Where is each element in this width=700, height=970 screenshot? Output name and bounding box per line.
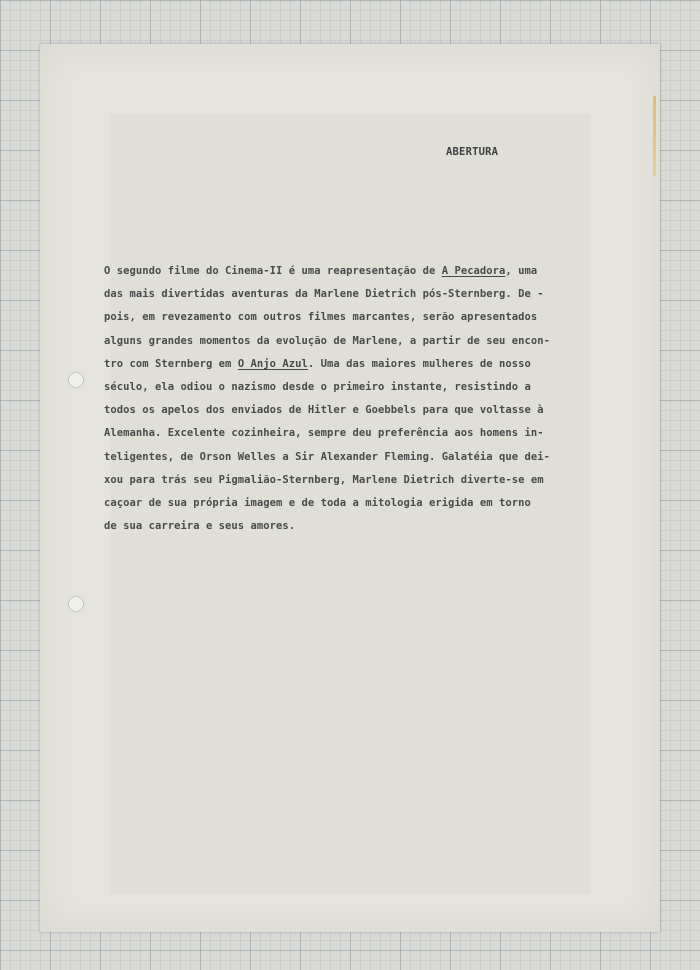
text-line (104, 283, 574, 306)
text-fragment: teligentes, de Orson Welles a Sir Alexander Fleming. Galatéia que dei- (104, 450, 551, 463)
text-fragment: das mais divertidas aventuras da Marlene Dietrich pós-Sternberg. De - (104, 288, 544, 301)
punch-hole-top (68, 372, 84, 388)
text-fragment: caçoar de sua própria imagem e de toda a mitologia erigida em torno (104, 496, 531, 509)
text-line (104, 469, 574, 492)
text-fragment: , uma (505, 265, 538, 277)
paper-edge-stain (653, 96, 656, 176)
film-title: A Pecadora (441, 265, 506, 277)
text-fragment: pois, em revezamento com outros filmes marcantes, serão apresentados (104, 311, 538, 324)
text-fragment: tro com Sternberg em (104, 357, 238, 370)
text-line (104, 422, 574, 445)
text-fragment: . Uma das maiores mulheres de nosso (307, 357, 531, 370)
text-fragment: xou para trás seu Pigmalião-Sternberg, Marlene Dietrich diverte-se em (104, 473, 544, 486)
text-line (104, 515, 574, 538)
text-fragment: de sua carreira e seus amores. (104, 520, 296, 533)
text-fragment: todos os apelos dos enviados de Hitler e Goebbels para que voltasse à (104, 404, 544, 417)
text-line (104, 492, 574, 515)
text-fragment: século, ela odiou o nazismo desde o primeiro instante, resistindo a (104, 380, 531, 393)
text-fragment: O segundo filme do Cinema-II é uma reapresentação de (104, 265, 442, 277)
text-line (104, 376, 574, 399)
typewritten-page (40, 44, 660, 932)
punch-hole-bottom (68, 596, 84, 612)
text-line (104, 353, 574, 376)
text-fragment: Alemanha. Excelente cozinheira, sempre deu preferência aos homens in- (104, 427, 544, 440)
film-title: O Anjo Azul (237, 357, 308, 370)
text-line (104, 260, 574, 283)
text-line (104, 399, 574, 422)
page-heading: ABERTURA (446, 146, 499, 158)
body-paragraph (104, 260, 574, 538)
text-line (104, 446, 574, 469)
text-line (104, 330, 574, 353)
text-line (104, 306, 574, 329)
text-fragment: alguns grandes momentos da evolução de Marlene, a partir de seu encon- (104, 334, 551, 347)
